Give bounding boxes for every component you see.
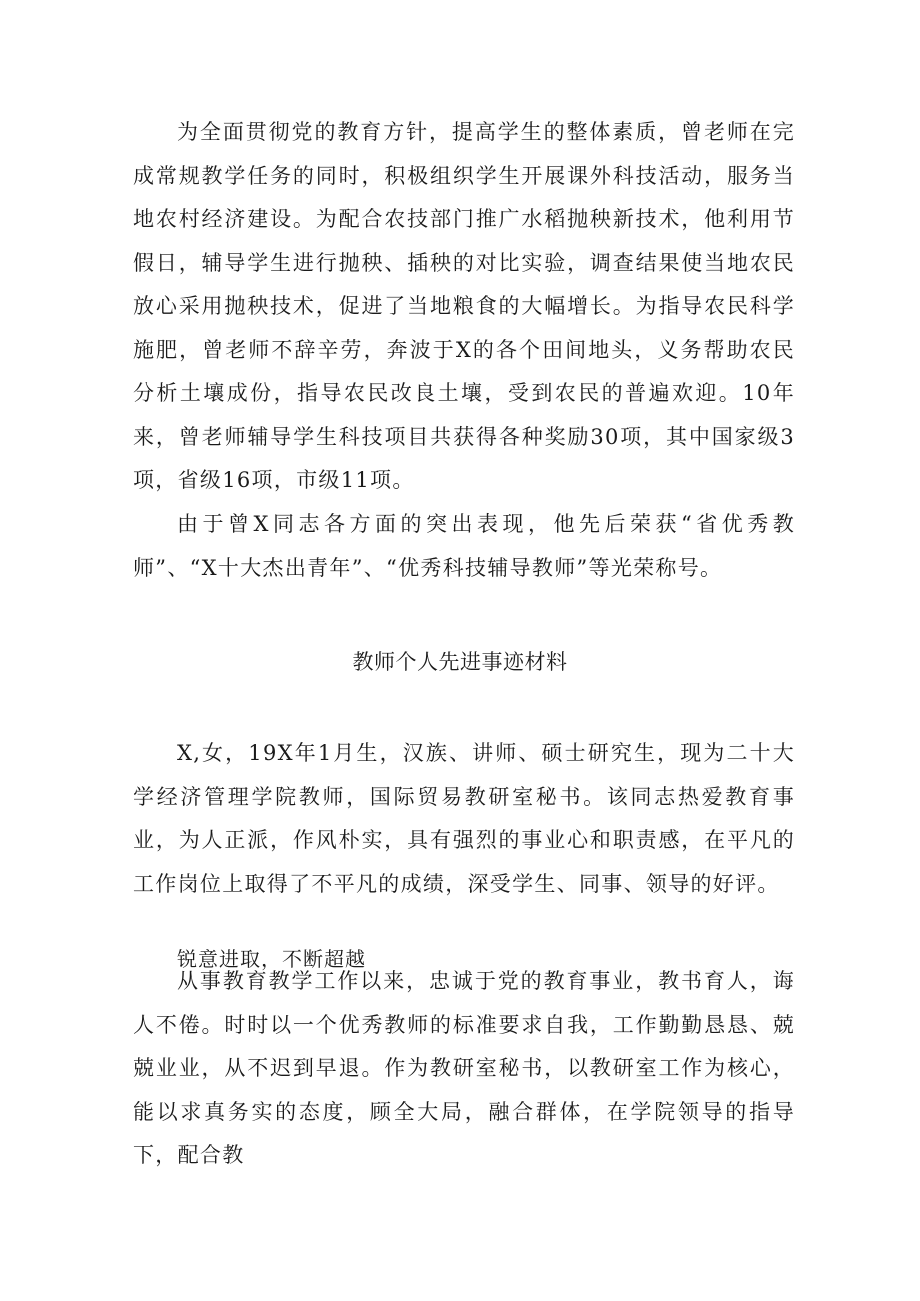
paragraph-achievements: 为全面贯彻党的教育方针，提高学生的整体素质，曾老师在完成常规教学任务的同时，积极组织学生开展课外科技活动，服务当地农村经济建设。为配合农技部门推广水稻抛秧新技术，他利用节假日，辅导学生进行抛秧、插秧的对比实验，调查结果使当地农民放心采用抛秧技术，促进了当地粮食的大幅增长。为指导农民科学施肥，曾老师不辞辛劳，奔波于X的各个田间地头，义务帮助农民分析土壤成份，指导农民改良土壤，受到农民的普遍欢迎。10年来，曾老师辅导学生科技项目共获得各种奖励30项，其中国家级3项，省级16项，市级11项。 — [133, 120, 795, 492]
paragraph-profile: X,女，19X年1月生，汉族、讲师、硕士研究生，现为二十大学经济管理学院教师，国际贸易教研室秘书。该同志热爱教育事业，为人正派，作风朴实，具有强烈的事业心和职责感，在平凡的工作岗位上取得了不平凡的成绩，深受学生、同事、领导的好评。 — [133, 741, 795, 896]
section-title: 教师个人先进事迹材料 — [352, 650, 568, 674]
subheading: 锐意进取，不断超越 — [177, 947, 366, 971]
paragraph-teaching-work: 从事教育教学工作以来，忠诚于党的教育事业，教书育人，诲人不倦。时时以一个优秀教师的标准要求自我，工作勤勤恳恳、兢兢业业，从不迟到早退。作为教研室秘书，以教研室工作为核心，能以求真务实的态度，顾全大局，融合群体，在学院领导的指导下，配合教 — [133, 969, 795, 1167]
paragraph-honors: 由于曾X同志各方面的突出表现，他先后荣获“省优秀教师”、“X十大杰出青年”、“优秀科技辅导教师”等光荣称号。 — [133, 512, 795, 580]
